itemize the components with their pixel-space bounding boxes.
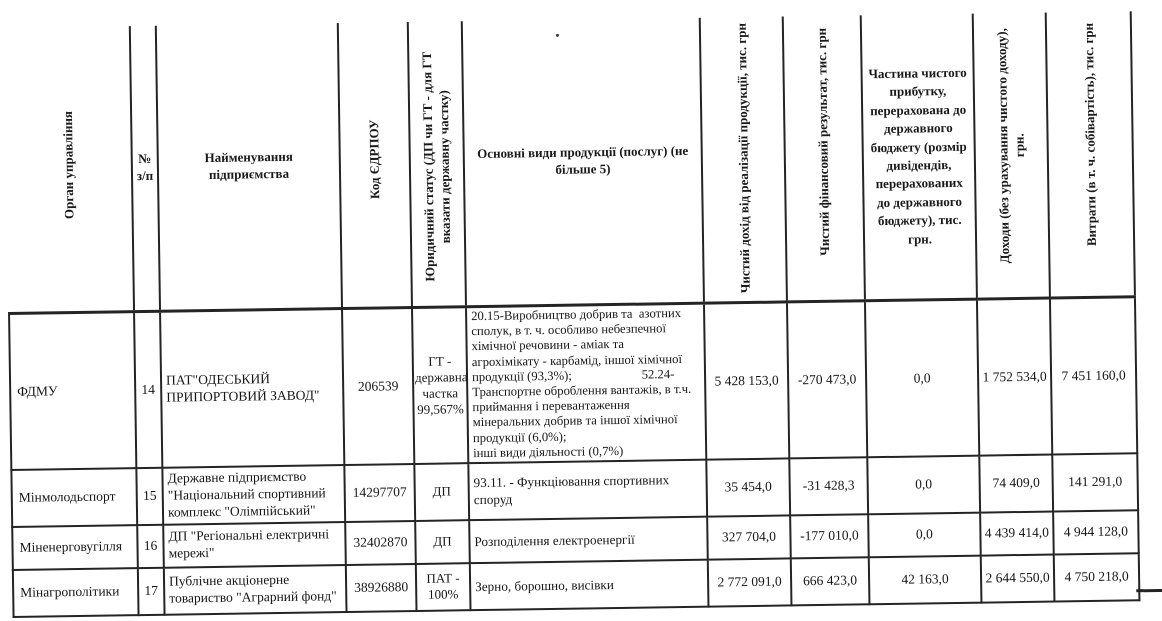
cell-organ: ФДМУ: [9, 312, 136, 470]
cell-edrpou: 38926880: [346, 564, 417, 612]
cell-products: Розподілення електроенергії: [469, 516, 708, 563]
cell-fin-result: -177 010,0: [790, 514, 869, 558]
col-header-edrpou: [338, 22, 412, 309]
cell-organ: Мінагрополітики: [13, 568, 139, 617]
header-row: [5, 11, 1135, 313]
col-header-net-income-label: Чистий дохід від реалізації продукції, тис. грн: [733, 22, 753, 294]
col-header-profit-share: [861, 14, 977, 301]
table-row: [9, 297, 1137, 470]
cell-organ: Мінмолодьспорт: [11, 468, 137, 526]
cell-profit-share: 42 163,0: [869, 555, 982, 604]
cell-net-income: 5 428 153,0: [704, 302, 789, 460]
cell-revenue: 2 644 550,0: [981, 554, 1055, 602]
cell-organ: Міненерговугілля: [12, 525, 138, 570]
cell-status: ПАТ - 100%: [416, 563, 471, 611]
cell-profit-share: 0,0: [868, 512, 981, 557]
col-header-name-label: Найменування підприємства: [204, 148, 293, 183]
cell-name: ПАТ"ОДЕСЬКИЙ ПРИПОРТОВИЙ ЗАВОД": [160, 309, 344, 468]
cell-revenue: 1 752 534,0: [977, 298, 1052, 456]
col-header-name: [156, 23, 342, 311]
cell-products: 20.15-Виробництво добрив та азотних сполук, в т. ч. особливо небезпечної хімічної речовини - аміак та агрохімікату - карбамід, іншої хімічної продукції (93,3%); 52.24- Транспортне оброблення вантажів, в т.ч. приймання і перевантаження мінеральних добрив та іншої хімічної продукції (6,0%); інші види діяльності (0,7%): [466, 303, 706, 463]
cell-status: ДП: [415, 520, 470, 564]
cell-expenses: 4 750 218,0: [1054, 553, 1140, 601]
col-header-organ-label: Орган управління: [59, 111, 77, 220]
cell-profit-share: 0,0: [867, 456, 980, 514]
cell-status: ДП: [414, 463, 469, 520]
col-header-status-label: Юридичний статус (ДП чи ГТ - для ГТ вказати державну частку): [418, 51, 454, 282]
table-bottom-line-extension: [1136, 588, 1162, 592]
cell-name: Публічне акціонерне товариство "Аграрний фонд": [164, 565, 347, 615]
cell-products: 93.11. - Функціювання спортивних споруд: [468, 460, 707, 520]
cell-net-income: 2 772 091,0: [708, 558, 792, 606]
col-header-expenses: [1046, 11, 1135, 298]
col-header-fin-result-label: Чистий фінансовий результат, тис. грн: [813, 27, 833, 256]
cell-net-income: 35 454,0: [706, 458, 790, 516]
cell-num: 16: [137, 524, 164, 567]
cell-fin-result: -270 473,0: [787, 301, 867, 459]
cell-edrpou: 206539: [342, 308, 414, 466]
col-header-expenses-label: Витрати (в т. ч. собівартість), тис. грн: [1080, 22, 1099, 247]
cell-products: Зерно, борошно, висівки: [470, 559, 709, 610]
cell-profit-share: 0,0: [865, 299, 979, 457]
cell-fin-result: 666 423,0: [791, 557, 870, 605]
cell-expenses: 7 451 160,0: [1050, 297, 1137, 455]
cell-edrpou: 14297707: [344, 464, 415, 522]
col-header-organ: [5, 26, 134, 313]
col-header-revenue-label: Доходи (без урахування чистого доходу), грн.: [993, 27, 1027, 264]
col-header-products: [462, 18, 704, 307]
scanned-page: [4, 11, 1139, 617]
col-header-edrpou-label: Код ЄДРПОУ: [366, 118, 383, 199]
cell-num: 15: [136, 468, 163, 525]
cell-status: ГТ - державна частка 99,567%: [412, 307, 468, 464]
col-header-status: [408, 21, 466, 307]
cell-revenue: 4 439 414,0: [980, 511, 1054, 555]
enterprises-table: [4, 11, 1141, 617]
cell-edrpou: 32402870: [345, 521, 416, 565]
cell-num: 14: [134, 311, 162, 468]
cell-revenue: 74 409,0: [979, 455, 1053, 513]
cell-num: 17: [138, 567, 165, 614]
col-header-num-label: № з/п: [136, 150, 154, 184]
cell-expenses: 4 944 128,0: [1053, 510, 1139, 554]
cell-name: Державне підприємство "Національний спортивний комплекс "Олімпійський": [162, 465, 345, 524]
cell-net-income: 327 704,0: [707, 515, 791, 559]
col-header-products-label: Основні види продукції (послуг) (не більше 5): [477, 143, 689, 177]
col-header-fin-result: [783, 15, 865, 302]
cell-expenses: 141 291,0: [1052, 453, 1138, 511]
col-header-profit-share-label: Частина чистого прибутку, перерахована до державного бюджету (розмір дивідендів, перерахованих до державного бюджету), тис. грн.: [868, 64, 967, 247]
col-header-net-income: [700, 16, 787, 303]
col-header-revenue: [973, 13, 1050, 300]
cell-fin-result: -31 428,3: [789, 457, 868, 515]
cell-name: ДП "Регіональні електричні мережі": [163, 522, 346, 568]
